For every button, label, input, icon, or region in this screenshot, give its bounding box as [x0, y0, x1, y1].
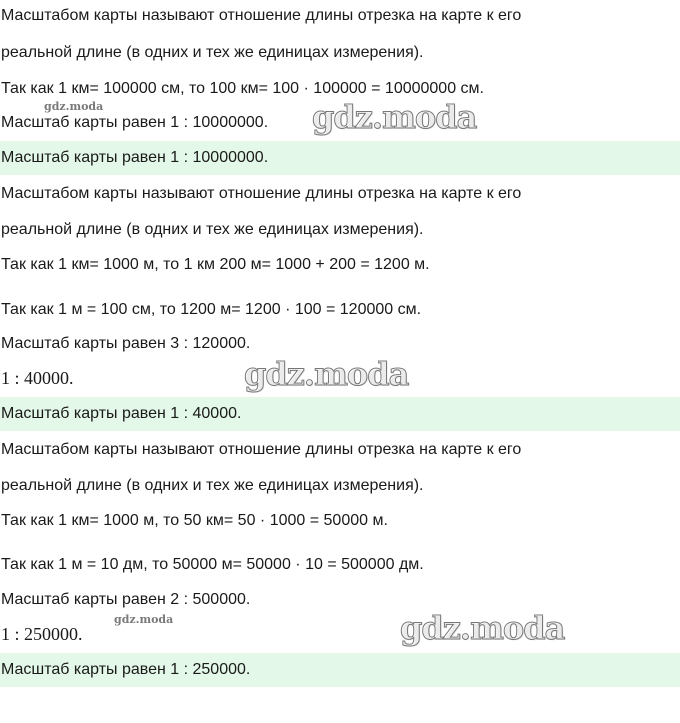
result-line: Масштаб карты равен 2 : 500000. [1, 591, 251, 608]
definition-line-2: реальной длине (в одних и тех же единицах измерения). [1, 44, 424, 61]
definition-line-2: реальной длине (в одних и тех же единицах измерения). [1, 221, 424, 238]
watermark-large: gdz.moda [244, 355, 409, 393]
answer-box [0, 141, 680, 175]
definition-line-1: Масштабом карты называют отношение длины отрезка на карте к его [1, 7, 522, 24]
definition-line-1: Масштабом карты называют отношение длины отрезка на карте к его [1, 441, 522, 458]
watermark-large: gdz.moda [400, 609, 565, 647]
watermark-large: gdz.moda [312, 98, 477, 136]
result-line: Масштаб карты равен 1 : 10000000. [1, 114, 269, 131]
answer-box [0, 653, 680, 687]
calculation-line: Так как 1 м = 10 дм, то 50000 м= 50000 · 10 = 500000 дм. [1, 556, 424, 573]
definition-line-2: реальной длине (в одних и тех же единицах измерения). [1, 477, 424, 494]
result-line: Масштаб карты равен 3 : 120000. [1, 335, 251, 352]
simplified-ratio: 1 : 250000. [1, 624, 83, 644]
calculation-line: Так как 1 км= 100000 см, то 100 км= 100 · 100000 = 10000000 см. [1, 80, 484, 97]
answer-text: Масштаб карты равен 1 : 40000. [1, 405, 242, 422]
answer-box [0, 397, 680, 431]
watermark-small: gdz.moda [44, 100, 104, 113]
calculation-line: Так как 1 км= 1000 м, то 50 км= 50 · 1000 = 50000 м. [1, 512, 388, 529]
answer-text: Масштаб карты равен 1 : 250000. [1, 661, 251, 678]
watermark-small: gdz.moda [114, 613, 174, 626]
calculation-line: Так как 1 км= 1000 м, то 1 км 200 м= 1000 + 200 = 1200 м. [1, 256, 430, 273]
simplified-ratio: 1 : 40000. [1, 368, 74, 388]
definition-line-1: Масштабом карты называют отношение длины отрезка на карте к его [1, 185, 522, 202]
calculation-line: Так как 1 м = 100 см, то 1200 м= 1200 · 100 = 120000 см. [1, 301, 422, 318]
answer-text: Масштаб карты равен 1 : 10000000. [1, 149, 269, 166]
